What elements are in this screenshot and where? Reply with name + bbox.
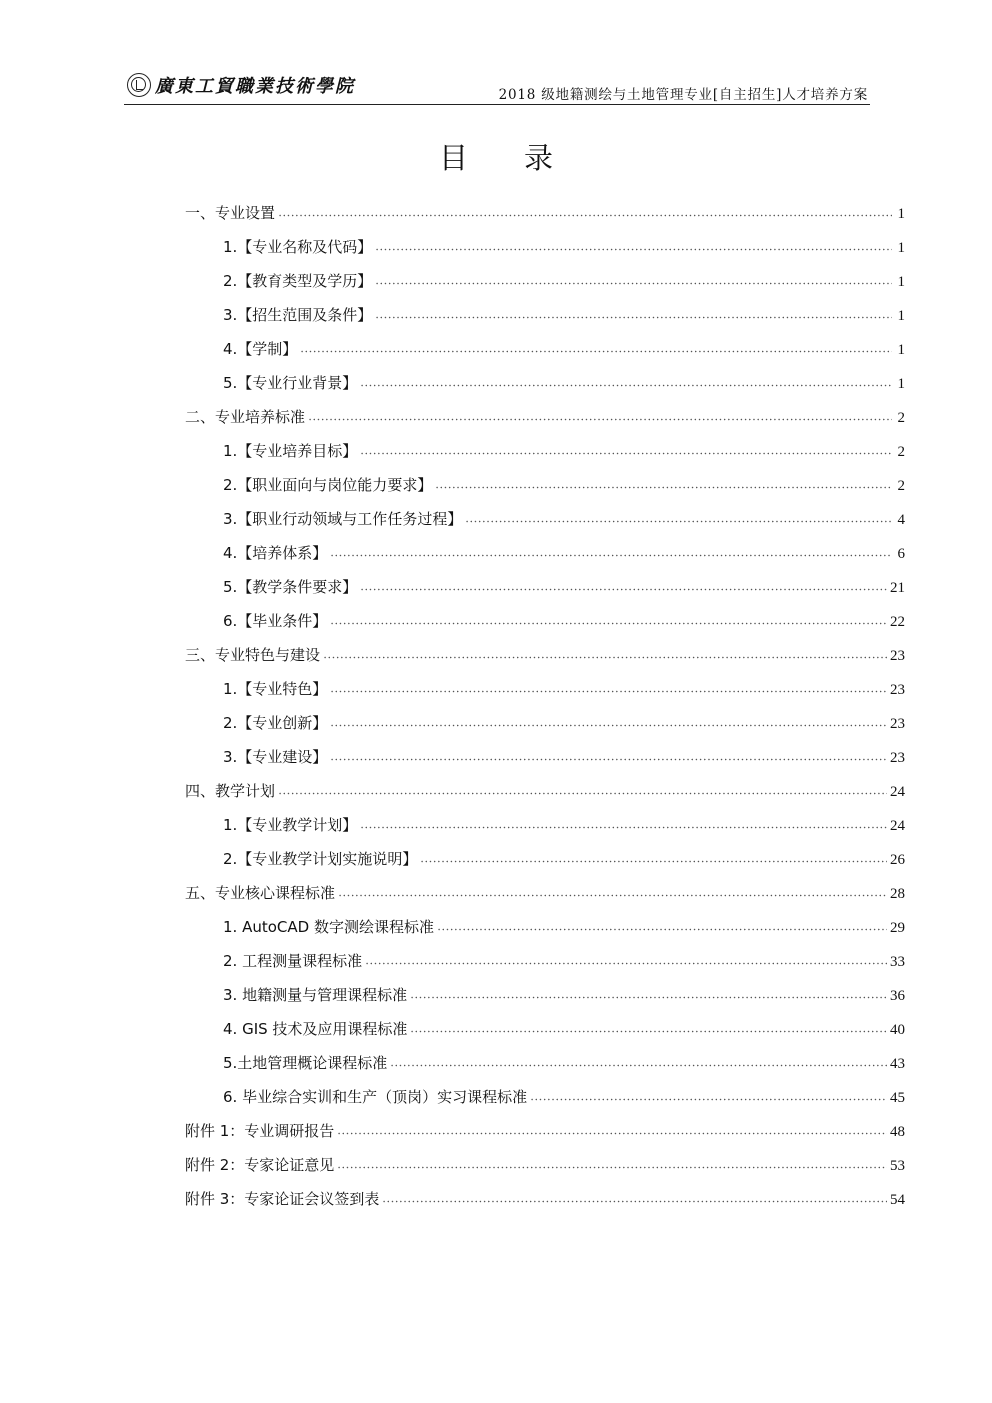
toc-entry-page: 53 [890, 1158, 905, 1174]
toc-entry[interactable] [185, 672, 905, 706]
toc-entry-label: 1.【专业特色】 [223, 680, 328, 698]
toc-entry-page: 2 [897, 410, 905, 426]
toc-entry[interactable] [185, 570, 905, 604]
toc-entry-page: 1 [897, 206, 905, 222]
toc-dot-leader [360, 384, 892, 387]
toc-entry-label: 2.【专业创新】 [223, 714, 328, 732]
college-logo [127, 72, 355, 98]
toc-entry[interactable] [185, 468, 905, 502]
toc-entry[interactable] [185, 230, 905, 264]
toc-entry-page: 43 [890, 1056, 905, 1072]
toc-entry-page: 24 [890, 818, 905, 834]
toc-entry[interactable] [185, 1046, 905, 1080]
college-name: 廣東工貿職業技術學院 [155, 76, 355, 97]
toc-dot-leader [278, 792, 887, 795]
toc-entry-label: 6. 毕业综合实训和生产（顶岗）实习课程标准 [223, 1088, 528, 1106]
toc-entry-label: 1.【专业教学计划】 [223, 816, 358, 834]
toc-entry-label: 附件 2：专家论证意见 [185, 1156, 335, 1174]
toc-entry-page: 1 [897, 240, 905, 256]
toc-entry[interactable] [185, 876, 905, 910]
toc-entry[interactable] [185, 978, 905, 1012]
toc-entry-page: 2 [897, 444, 905, 460]
toc-dot-leader [338, 894, 887, 897]
toc-entry[interactable] [185, 536, 905, 570]
toc-entry-label: 附件 3：专家论证会议签到表 [185, 1190, 380, 1208]
toc-dot-leader [410, 1030, 887, 1033]
toc-entry-page: 45 [890, 1090, 905, 1106]
toc-entry-label: 3. 地籍测量与管理课程标准 [223, 986, 408, 1004]
toc-entry-label: 3.【专业建设】 [223, 748, 328, 766]
toc-entry-label: 2.【教育类型及学历】 [223, 272, 373, 290]
toc-dot-leader [323, 656, 887, 659]
toc-dot-leader [330, 554, 892, 557]
toc-entry[interactable] [185, 332, 905, 366]
toc-entry-page: 48 [890, 1124, 905, 1140]
toc-dot-leader [337, 1166, 887, 1169]
toc-entry-page: 1 [897, 274, 905, 290]
toc-entry-label: 5.土地管理概论课程标准 [223, 1054, 388, 1072]
toc-entry[interactable] [185, 196, 905, 230]
toc-entry-page: 22 [890, 614, 905, 630]
toc-entry[interactable] [185, 910, 905, 944]
toc-entry-page: 1 [897, 376, 905, 392]
toc-dot-leader [435, 486, 892, 489]
toc-entry[interactable] [185, 502, 905, 536]
toc-dot-leader [300, 350, 892, 353]
toc-entry-label: 3.【招生范围及条件】 [223, 306, 373, 324]
toc-entry-label: 五、专业核心课程标准 [185, 884, 336, 902]
toc-entry[interactable] [185, 434, 905, 468]
toc-entry-label: 6.【毕业条件】 [223, 612, 328, 630]
toc-heading: 目录 [438, 141, 609, 175]
toc-entry-label: 1.【专业名称及代码】 [223, 238, 373, 256]
toc-entry-page: 1 [897, 308, 905, 324]
toc-entry-page: 54 [890, 1192, 905, 1208]
toc-dot-leader [360, 588, 887, 591]
toc-entry-page: 23 [890, 750, 905, 766]
toc-entry-page: 23 [890, 682, 905, 698]
toc-entry[interactable] [185, 264, 905, 298]
toc-dot-leader [437, 928, 887, 931]
toc-entry[interactable] [185, 638, 905, 672]
toc-entry[interactable] [185, 1080, 905, 1114]
toc-entry-page: 21 [890, 580, 905, 596]
toc-dot-leader [360, 452, 892, 455]
toc-entry-page: 26 [890, 852, 905, 868]
toc-entry[interactable] [185, 400, 905, 434]
page-header [124, 70, 870, 105]
toc-entry-page: 24 [890, 784, 905, 800]
toc-entry-label: 2.【职业面向与岗位能力要求】 [223, 476, 433, 494]
toc-entry[interactable] [185, 740, 905, 774]
toc-dot-leader [530, 1098, 887, 1101]
toc-entry-label: 5.【专业行业背景】 [223, 374, 358, 392]
toc-entry-page: 1 [897, 342, 905, 358]
toc-entry[interactable] [185, 1148, 905, 1182]
toc-entry-label: 5.【教学条件要求】 [223, 578, 358, 596]
toc-entry-label: 附件 1：专业调研报告 [185, 1122, 335, 1140]
toc-entry-page: 23 [890, 648, 905, 664]
toc-dot-leader [337, 1132, 887, 1135]
toc-entry-page: 33 [890, 954, 905, 970]
toc-entry-page: 6 [897, 546, 905, 562]
document-title: 2018 级地籍测绘与土地管理专业[自主招生]人才培养方案 [498, 87, 868, 103]
toc-entry-label: 1.【专业培养目标】 [223, 442, 358, 460]
toc-dot-leader [308, 418, 892, 421]
toc-entry-label: 1. AutoCAD 数字测绘课程标准 [223, 918, 434, 936]
toc-entry[interactable] [185, 944, 905, 978]
toc-entry-page: 23 [890, 716, 905, 732]
table-of-contents [185, 196, 905, 1216]
toc-dot-leader [375, 282, 892, 285]
toc-dot-leader [375, 248, 892, 251]
toc-entry[interactable] [185, 842, 905, 876]
toc-entry-page: 29 [890, 920, 905, 936]
toc-dot-leader [465, 520, 892, 523]
toc-entry[interactable] [185, 1012, 905, 1046]
toc-dot-leader [365, 962, 887, 965]
toc-entry-label: 一、专业设置 [185, 204, 276, 222]
toc-entry-page: 2 [897, 478, 905, 494]
toc-entry[interactable] [185, 1114, 905, 1148]
toc-dot-leader [330, 724, 887, 727]
toc-entry-label: 二、专业培养标准 [185, 408, 306, 426]
college-emblem-icon [127, 73, 151, 97]
toc-entry-page: 4 [897, 512, 905, 528]
toc-dot-leader [330, 622, 887, 625]
toc-dot-leader [360, 826, 887, 829]
toc-entry-label: 3.【职业行动领域与工作任务过程】 [223, 510, 463, 528]
toc-dot-leader [382, 1200, 887, 1203]
toc-entry-label: 四、教学计划 [185, 782, 276, 800]
toc-entry-label: 4. GIS 技术及应用课程标准 [223, 1020, 408, 1038]
toc-entry[interactable] [185, 298, 905, 332]
toc-entry-label: 三、专业特色与建设 [185, 646, 321, 664]
toc-dot-leader [330, 758, 887, 761]
toc-entry-page: 40 [890, 1022, 905, 1038]
toc-entry[interactable] [185, 808, 905, 842]
toc-dot-leader [390, 1064, 887, 1067]
toc-entry[interactable] [185, 366, 905, 400]
toc-dot-leader [375, 316, 892, 319]
toc-entry[interactable] [185, 706, 905, 740]
toc-entry-page: 36 [890, 988, 905, 1004]
toc-entry[interactable] [185, 774, 905, 808]
toc-entry-label: 2. 工程测量课程标准 [223, 952, 363, 970]
toc-entry-page: 28 [890, 886, 905, 902]
toc-dot-leader [278, 214, 892, 217]
toc-entry-label: 4.【培养体系】 [223, 544, 328, 562]
toc-entry[interactable] [185, 1182, 905, 1216]
toc-dot-leader [330, 690, 887, 693]
toc-entry-label: 2.【专业教学计划实施说明】 [223, 850, 418, 868]
toc-dot-leader [420, 860, 887, 863]
toc-entry[interactable] [185, 604, 905, 638]
toc-entry-label: 4.【学制】 [223, 340, 298, 358]
toc-dot-leader [410, 996, 887, 999]
